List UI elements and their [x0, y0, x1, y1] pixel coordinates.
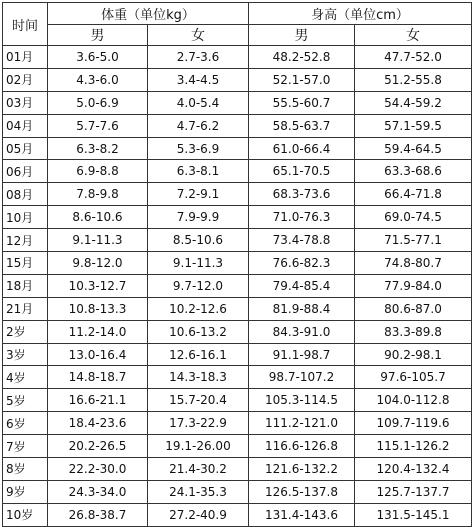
weight-male-cell: 22.2-30.0: [48, 458, 148, 481]
age-cell: 6岁: [3, 412, 48, 435]
height-male-cell: 121.6-132.2: [249, 458, 355, 481]
table-row: [3, 480, 472, 503]
weight-female-cell: 15.7-20.4: [148, 389, 249, 412]
weight-female-cell: 10.2-12.6: [148, 297, 249, 320]
table-header-row-sex: [3, 25, 472, 46]
table-row: [3, 46, 472, 69]
table-row: [3, 343, 472, 366]
weight-female-cell: 10.6-13.2: [148, 320, 249, 343]
height-female-cell: 71.5-77.1: [355, 229, 472, 252]
weight-female-cell: 4.0-5.4: [148, 91, 249, 114]
age-cell: 18月: [3, 274, 48, 297]
weight-female-cell: 7.9-9.9: [148, 206, 249, 229]
weight-female-cell: 17.3-22.9: [148, 412, 249, 435]
height-female-cell: 97.6-105.7: [355, 366, 472, 389]
height-female-cell: 131.5-145.1: [355, 503, 472, 526]
height-male-cell: 52.1-57.0: [249, 68, 355, 91]
weight-male-cell: 8.6-10.6: [48, 206, 148, 229]
weight-female-cell: 14.3-18.3: [148, 366, 249, 389]
height-male-cell: 55.5-60.7: [249, 91, 355, 114]
weight-female-cell: 3.4-4.5: [148, 68, 249, 91]
age-column-header: 时间: [3, 3, 48, 46]
weight-female-cell: 19.1-26.00: [148, 435, 249, 458]
height-male-cell: 116.6-126.8: [249, 435, 355, 458]
height-male-cell: 65.1-70.5: [249, 160, 355, 183]
weight-female-cell: 21.4-30.2: [148, 458, 249, 481]
height-female-cell: 47.7-52.0: [355, 46, 472, 69]
height-male-cell: 76.6-82.3: [249, 252, 355, 275]
height-male-cell: 48.2-52.8: [249, 46, 355, 69]
weight-male-cell: 9.1-11.3: [48, 229, 148, 252]
height-male-cell: 61.0-66.4: [249, 137, 355, 160]
weight-male-cell: 7.8-9.8: [48, 183, 148, 206]
weight-male-cell: 4.3-6.0: [48, 68, 148, 91]
height-female-cell: 120.4-132.4: [355, 458, 472, 481]
table-row: [3, 389, 472, 412]
table-row: [3, 435, 472, 458]
age-cell: 7岁: [3, 435, 48, 458]
age-cell: 08月: [3, 183, 48, 206]
age-cell: 9岁: [3, 480, 48, 503]
table-row: [3, 114, 472, 137]
height-female-header: 女: [355, 25, 472, 46]
height-male-cell: 111.2-121.0: [249, 412, 355, 435]
height-female-cell: 80.6-87.0: [355, 297, 472, 320]
height-female-cell: 115.1-126.2: [355, 435, 472, 458]
weight-male-cell: 6.9-8.8: [48, 160, 148, 183]
weight-male-cell: 10.8-13.3: [48, 297, 148, 320]
weight-male-cell: 20.2-26.5: [48, 435, 148, 458]
age-cell: 5岁: [3, 389, 48, 412]
weight-male-cell: 11.2-14.0: [48, 320, 148, 343]
weight-male-cell: 9.8-12.0: [48, 252, 148, 275]
weight-female-cell: 5.3-6.9: [148, 137, 249, 160]
age-cell: 03月: [3, 91, 48, 114]
height-male-header: 男: [249, 25, 355, 46]
weight-male-cell: 24.3-34.0: [48, 480, 148, 503]
height-female-cell: 59.4-64.5: [355, 137, 472, 160]
weight-male-cell: 16.6-21.1: [48, 389, 148, 412]
age-cell: 3岁: [3, 343, 48, 366]
height-female-cell: 51.2-55.8: [355, 68, 472, 91]
weight-female-cell: 9.1-11.3: [148, 252, 249, 275]
weight-male-cell: 5.7-7.6: [48, 114, 148, 137]
age-cell: 2岁: [3, 320, 48, 343]
height-male-cell: 84.3-91.0: [249, 320, 355, 343]
weight-female-cell: 6.3-8.1: [148, 160, 249, 183]
age-cell: 10月: [3, 206, 48, 229]
height-male-cell: 79.4-85.4: [249, 274, 355, 297]
height-female-cell: 69.0-74.5: [355, 206, 472, 229]
weight-group-header: 体重（单位kg）: [48, 3, 249, 25]
height-male-cell: 81.9-88.4: [249, 297, 355, 320]
age-cell: 05月: [3, 137, 48, 160]
weight-male-cell: 3.6-5.0: [48, 46, 148, 69]
height-female-cell: 104.0-112.8: [355, 389, 472, 412]
weight-female-cell: 12.6-16.1: [148, 343, 249, 366]
height-female-cell: 77.9-84.0: [355, 274, 472, 297]
growth-standard-table: [2, 2, 472, 527]
weight-male-header: 男: [48, 25, 148, 46]
weight-male-cell: 5.0-6.9: [48, 91, 148, 114]
weight-female-cell: 8.5-10.6: [148, 229, 249, 252]
height-female-cell: 90.2-98.1: [355, 343, 472, 366]
height-male-cell: 73.4-78.8: [249, 229, 355, 252]
height-male-cell: 91.1-98.7: [249, 343, 355, 366]
weight-female-cell: 24.1-35.3: [148, 480, 249, 503]
height-male-cell: 71.0-76.3: [249, 206, 355, 229]
table-row: [3, 252, 472, 275]
age-cell: 01月: [3, 46, 48, 69]
weight-female-header: 女: [148, 25, 249, 46]
height-male-cell: 98.7-107.2: [249, 366, 355, 389]
table-row: [3, 366, 472, 389]
table-row: [3, 229, 472, 252]
height-male-cell: 105.3-114.5: [249, 389, 355, 412]
height-female-cell: 63.3-68.6: [355, 160, 472, 183]
weight-female-cell: 27.2-40.9: [148, 503, 249, 526]
weight-male-cell: 14.8-18.7: [48, 366, 148, 389]
table-row: [3, 160, 472, 183]
height-group-header: 身高（单位cm）: [249, 3, 472, 25]
table-row: [3, 412, 472, 435]
height-female-cell: 74.8-80.7: [355, 252, 472, 275]
height-male-cell: 131.4-143.6: [249, 503, 355, 526]
table-row: [3, 274, 472, 297]
table-row: [3, 137, 472, 160]
table-body: [3, 46, 472, 527]
weight-female-cell: 2.7-3.6: [148, 46, 249, 69]
height-female-cell: 83.3-89.8: [355, 320, 472, 343]
growth-table-container: [2, 2, 472, 527]
age-cell: 12月: [3, 229, 48, 252]
age-cell: 10岁: [3, 503, 48, 526]
table-row: [3, 183, 472, 206]
height-female-cell: 66.4-71.8: [355, 183, 472, 206]
weight-female-cell: 7.2-9.1: [148, 183, 249, 206]
table-row: [3, 503, 472, 526]
weight-male-cell: 10.3-12.7: [48, 274, 148, 297]
age-cell: 8岁: [3, 458, 48, 481]
height-male-cell: 68.3-73.6: [249, 183, 355, 206]
height-female-cell: 109.7-119.6: [355, 412, 472, 435]
height-female-cell: 57.1-59.5: [355, 114, 472, 137]
height-female-cell: 125.7-137.7: [355, 480, 472, 503]
weight-female-cell: 9.7-12.0: [148, 274, 249, 297]
weight-female-cell: 4.7-6.2: [148, 114, 249, 137]
height-male-cell: 58.5-63.7: [249, 114, 355, 137]
age-cell: 06月: [3, 160, 48, 183]
age-cell: 4岁: [3, 366, 48, 389]
height-male-cell: 126.5-137.8: [249, 480, 355, 503]
weight-male-cell: 6.3-8.2: [48, 137, 148, 160]
age-cell: 04月: [3, 114, 48, 137]
weight-male-cell: 26.8-38.7: [48, 503, 148, 526]
table-row: [3, 297, 472, 320]
table-row: [3, 91, 472, 114]
table-row: [3, 320, 472, 343]
weight-male-cell: 18.4-23.6: [48, 412, 148, 435]
table-row: [3, 206, 472, 229]
height-female-cell: 54.4-59.2: [355, 91, 472, 114]
age-cell: 02月: [3, 68, 48, 91]
table-header-row-groups: [3, 3, 472, 25]
table-row: [3, 68, 472, 91]
table-row: [3, 458, 472, 481]
weight-male-cell: 13.0-16.4: [48, 343, 148, 366]
age-cell: 15月: [3, 252, 48, 275]
age-cell: 21月: [3, 297, 48, 320]
